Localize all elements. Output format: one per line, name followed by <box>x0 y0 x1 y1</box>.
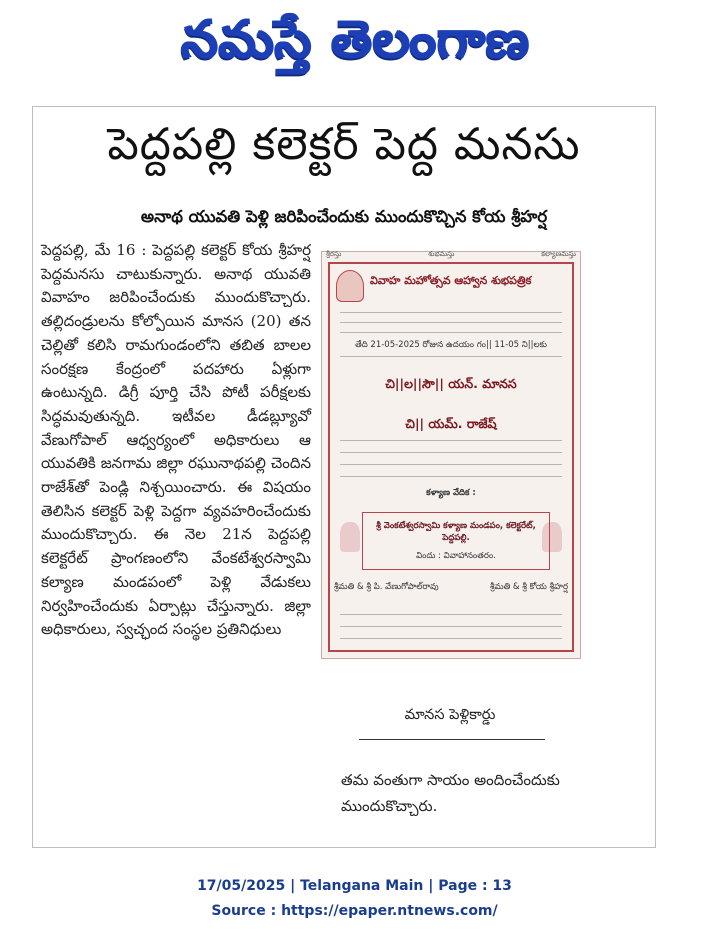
card-dinner: విందు : వివాహానంతరం. <box>416 551 496 561</box>
article-subheadline: అనాథ యువతి పెళ్లి జరిపించేందుకు ముందుకొచ్చిన కోయ శ్రీహర్ష <box>140 207 548 226</box>
card-venue-label: కళ్యాణ వేదిక : <box>426 488 476 498</box>
card-top-row <box>326 250 576 262</box>
card-border <box>328 262 574 652</box>
footer-source: Source : https://epaper.ntnews.com/ <box>211 903 498 919</box>
card-divider <box>340 356 562 357</box>
card-venue: శ్రీ వెంకటేశ్వరస్వామి కళ్యాణ మండపం, కలెక్టరేట్, పెద్దపల్లి. <box>376 521 536 543</box>
news-clipping <box>32 106 656 848</box>
deity-image-icon <box>336 270 364 302</box>
card-divider <box>340 322 562 323</box>
card-divider <box>340 332 562 333</box>
caption-underline <box>359 739 545 740</box>
card-divider <box>340 464 562 465</box>
article-headline: పెద్దపల్లి కలెక్టర్ పెద్ద మనసు <box>107 119 581 170</box>
card-divider <box>340 626 562 627</box>
card-top-left: శ్రీరస్తు <box>326 250 342 258</box>
card-divider <box>340 312 562 313</box>
card-divider <box>340 476 562 477</box>
footer-date-page: 17/05/2025 | Telangana Main | Page : 13 <box>197 878 512 894</box>
card-title: వివాహ మహోత్సవ ఆహ్వాన శుభపత్రిక <box>370 274 532 287</box>
card-divider <box>340 440 562 441</box>
card-groom-name: చి|| యమ్. రాజేష్ <box>405 416 497 431</box>
card-divider <box>340 452 562 453</box>
card-date-line: తేది 21-05-2025 రోజున ఉదయం గం|| 11-05 ని||లకు <box>355 340 547 350</box>
card-host-right: శ్రీమతి & శ్రీ కోయ శ్రీహర్ష <box>489 582 568 592</box>
article-body <box>41 239 311 642</box>
card-divider <box>340 614 562 615</box>
card-host-left: శ్రీమతి & శ్రీ పి. వేణుగోపాల్‌రావు <box>334 582 439 592</box>
card-top-right: కల్యాణమస్తు <box>541 250 576 258</box>
card-divider <box>340 638 562 639</box>
couple-illustration-icon <box>340 522 360 552</box>
wedding-invitation-card <box>321 251 581 659</box>
article-continuation-text: తమ వంతుగా సాయం అందించేందుకు ముందుకొచ్చారు. <box>341 771 560 815</box>
article-body-text: పెద్దపల్లి, మే 16 : పెద్దపల్లి కలెక్టర్ కోయ శ్రీహర్ష పెద్దమనసు చాటుకున్నారు. అనాథ యువతి వివాహం జరిపించేందుకు ముందుకొచ్చారు. తల్లిదండ్రులను కోల్పోయిన మానస (20) తన చెల్లితో కలిసి రామగుండంలోని తబిత బాలల సంరక్షణ కేంద్రంలో పదహారు ఏళ్లుగా ఉంటున్నది. డిగ్రీ పూర్తి చేసి పోటీ పరీక్షలకు సిద్ధమవుతున్నది. ఇటీవల డీడబ్ల్యూవో వేణుగోపాల్ ఆధ్వర్యంలో అధికారులు ఆ యువతికి జనగామ జిల్లా రఘునాథపల్లి చెందిన రాజేశ్‌తో పెండ్లి నిశ్చయించారు. ఈ విషయం తెలిసిన కలెక్టర్ పెళ్లి పెద్దగా వ్యవహరించేందుకు ముందుకొచ్చారు. ఈ నెల 21న పెద్దపల్లి కలెక్టరేట్ ప్రాంగణంలోని వేంకటేశ్వరస్వామి కల్యాణ మండపంలో పెళ్లి వేడుకలు నిర్వహించేందుకు ఏర్పాట్లు చేస్తున్నారు. జిల్లా అధికారులు, స్వచ్ఛంద సంస్థల ప్రతినిధులు <box>41 241 311 639</box>
card-bride-name: చి||ల||సౌ|| యన్. మానస <box>385 376 517 391</box>
card-top-center: శుభమస్తు <box>428 250 455 258</box>
card-caption: మానస పెళ్లికార్డు <box>404 707 496 723</box>
card-venue-box <box>362 512 550 570</box>
article-continuation <box>341 767 641 819</box>
masthead-logo: నమస్తే తెలంగాణ <box>180 10 529 70</box>
